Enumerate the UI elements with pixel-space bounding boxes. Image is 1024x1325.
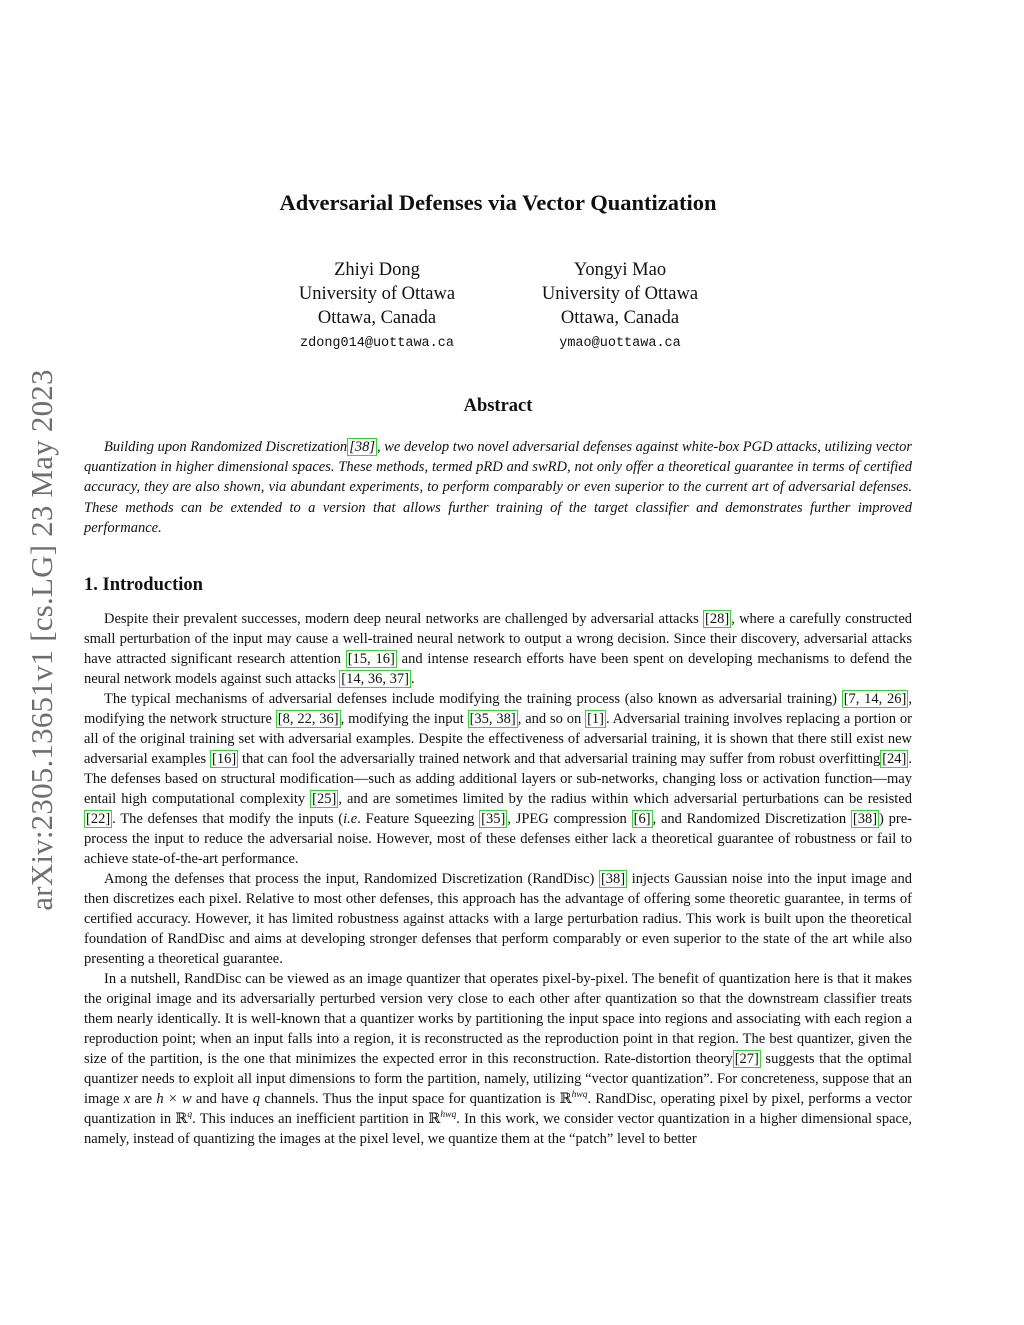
paragraph bbox=[84, 969, 912, 1149]
citation-link[interactable]: [35, 38] bbox=[469, 711, 516, 727]
abstract-heading: Abstract bbox=[463, 396, 533, 416]
text: . This induces an inefficient partition in bbox=[192, 1111, 429, 1127]
math-symbol: h × w bbox=[156, 1091, 192, 1107]
text: Among the defenses that process the input, Randomized Discretization (RandDisc) bbox=[104, 871, 599, 887]
math-symbol: ℝ bbox=[559, 1091, 572, 1107]
math-superscript: hwq bbox=[571, 1090, 588, 1101]
text: ) pre-process the input to reduce the adversarial noise. However, most of these defenses either lack a theoretical guarantee of robustness or fail to achieve state-of-the-art performance. bbox=[84, 811, 912, 867]
text: The typical mechanisms of adversarial defenses include modifying the training process (also known as adversarial training) bbox=[104, 691, 842, 707]
citation-link[interactable]: [8, 22, 36] bbox=[277, 711, 339, 727]
abstract-text bbox=[84, 437, 912, 538]
text: , JPEG compression bbox=[507, 811, 632, 827]
math-symbol: q bbox=[252, 1091, 261, 1107]
text: are bbox=[130, 1091, 157, 1107]
section-heading-introduction: 1. Introduction bbox=[84, 575, 203, 595]
text: and have bbox=[191, 1091, 253, 1107]
paragraph bbox=[84, 869, 912, 969]
text: , modifying the input bbox=[340, 711, 468, 727]
math-superscript: hwq bbox=[440, 1110, 457, 1121]
citation-link[interactable]: [14, 36, 37] bbox=[341, 671, 409, 687]
citation-link[interactable]: [25] bbox=[312, 791, 337, 807]
author-block-1 bbox=[257, 258, 497, 356]
abstract-text-segment: , we develop two novel adversarial defenses against white-box PGD attacks, utilizing vector quantization in higher dimensional spaces. These methods, termed pRD and swRD, not only offer a theoretical guarantee in terms of certified accuracy, they are also shown, via abundant experiments, to perform comparably or even superior to the current art of adversarial defenses. These methods can be extended to a version that allows further training of the target classifier and demonstrates further improved performance. bbox=[84, 439, 912, 536]
text: . The defenses that modify the inputs ( bbox=[112, 811, 344, 827]
paper-title: Adversarial Defenses via Vector Quantization bbox=[279, 190, 717, 215]
text: . In this work, we consider vector quantization in a higher dimensional space, namely, instead of quantizing the images at the pixel level, we quantize them at the “patch” level to better bbox=[84, 1111, 912, 1147]
text: , and so on bbox=[517, 711, 586, 727]
text: injects Gaussian noise into the input image and then discretizes each pixel. Relative to most other defenses, this approach has the advantage of offering some theoretic guarantee, in terms of certified accuracy. However, it has limited robustness against attacks with a large perturbation radius. This work is built upon the theoretical foundation of RandDisc and aims at developing stronger defenses that perform comparably or even superior to the state of the art while also presenting a theoretical guarantee. bbox=[84, 871, 912, 967]
citation-link[interactable]: [28] bbox=[705, 611, 730, 627]
citation-link[interactable]: [7, 14, 26] bbox=[843, 691, 907, 707]
math-superscript: q bbox=[187, 1110, 193, 1121]
author-location: Ottawa, Canada bbox=[560, 308, 680, 328]
text: . RandDisc, operating pixel by pixel, performs a vector quantization in bbox=[84, 1091, 912, 1127]
math-symbol: x bbox=[123, 1091, 131, 1107]
citation-link[interactable]: [6] bbox=[633, 811, 651, 827]
citation-link[interactable]: [24] bbox=[882, 751, 907, 767]
text-italic: i.e bbox=[343, 811, 358, 827]
author-email[interactable]: ymao@uottawa.ca bbox=[559, 336, 681, 351]
citation-link[interactable]: [1] bbox=[587, 711, 604, 727]
citation-link[interactable]: [16] bbox=[211, 751, 237, 767]
text: Despite their prevalent successes, modern deep neural networks are challenged by adversarial attacks bbox=[104, 611, 704, 627]
citation-link[interactable]: [22] bbox=[86, 811, 111, 827]
math-symbol: ℝ bbox=[175, 1111, 188, 1127]
text: , where a carefully constructed small perturbation of the input may cause a well-trained neural network to output a wrong decision. Since their discovery, adversarial attacks have attracted significant research attention bbox=[84, 611, 913, 667]
text: suggests that the optimal quantizer needs to exploit all input dimensions to form the partition, namely, utilizing “vector quantization”. For concreteness, suppose that an image bbox=[84, 1051, 913, 1107]
author-name: Zhiyi Dong bbox=[334, 260, 420, 280]
citation-link[interactable]: [38] bbox=[600, 871, 626, 887]
introduction-body bbox=[84, 609, 912, 1149]
author-email[interactable]: zdong014@uottawa.ca bbox=[300, 336, 454, 351]
math-symbol: ℝ bbox=[428, 1111, 441, 1127]
text: and intense research efforts have been spent on developing mechanisms to defend the neural network models against such attacks bbox=[84, 651, 912, 687]
author-affiliation: University of Ottawa bbox=[298, 284, 456, 304]
arxiv-stamp bbox=[18, 330, 66, 950]
author-affiliation: University of Ottawa bbox=[541, 284, 699, 304]
citation-link[interactable]: [15, 16] bbox=[347, 651, 395, 667]
paragraph bbox=[84, 609, 912, 689]
arxiv-id: arXiv:2305.13651v1 [cs.LG] 23 May 2023 bbox=[24, 369, 59, 911]
text: . Feature Squeezing bbox=[357, 811, 480, 827]
citation-link[interactable]: [35] bbox=[481, 811, 506, 827]
text: . bbox=[410, 671, 415, 687]
abstract-text-segment: Building upon Randomized Discretization bbox=[104, 439, 348, 455]
text: . The defenses based on structural modification—such as adding additional layers or sub-networks, changing loss or activation function—may entail high computational complexity bbox=[84, 751, 912, 807]
text: . Adversarial training involves replacing a portion or all of the original training set with adversarial examples. Despite the effectiveness of adversarial training, it is shown that there still exist new adversarial examples bbox=[84, 711, 912, 767]
author-block-2 bbox=[500, 258, 740, 356]
paragraph bbox=[84, 689, 912, 869]
citation-link[interactable]: [27] bbox=[734, 1051, 759, 1067]
text: , and Randomized Discretization bbox=[652, 811, 851, 827]
text: , modifying the network structure bbox=[84, 691, 912, 727]
citation-link[interactable]: [38] bbox=[349, 439, 375, 455]
citation-link[interactable]: [38] bbox=[852, 811, 878, 827]
author-name: Yongyi Mao bbox=[573, 260, 667, 280]
text: that can fool the adversarially trained network and that adversarial training may suffer from robust overfitting bbox=[238, 751, 881, 767]
author-location: Ottawa, Canada bbox=[317, 308, 437, 328]
text: channels. Thus the input space for quantization is bbox=[260, 1091, 560, 1107]
text: In a nutshell, RandDisc can be viewed as an image quantizer that operates pixel-by-pixel. The benefit of quantization here is that it makes the original image and its adversarially perturbed version very close to each other after quantization so that the downstream classifier treats them nearly identically. It is well-known that a quantizer works by partitioning the input space into regions and associating with each region a reproduction point; when an input falls into a region, it is reconstructed as the reproduction point in that region. The best quantizer, given the size of the partition, is the one that minimizes the expected error in this reconstruction. Rate-distortion theory bbox=[84, 971, 912, 1067]
text: , and are sometimes limited by the radius within which adversarial perturbations can be resisted bbox=[338, 791, 913, 807]
